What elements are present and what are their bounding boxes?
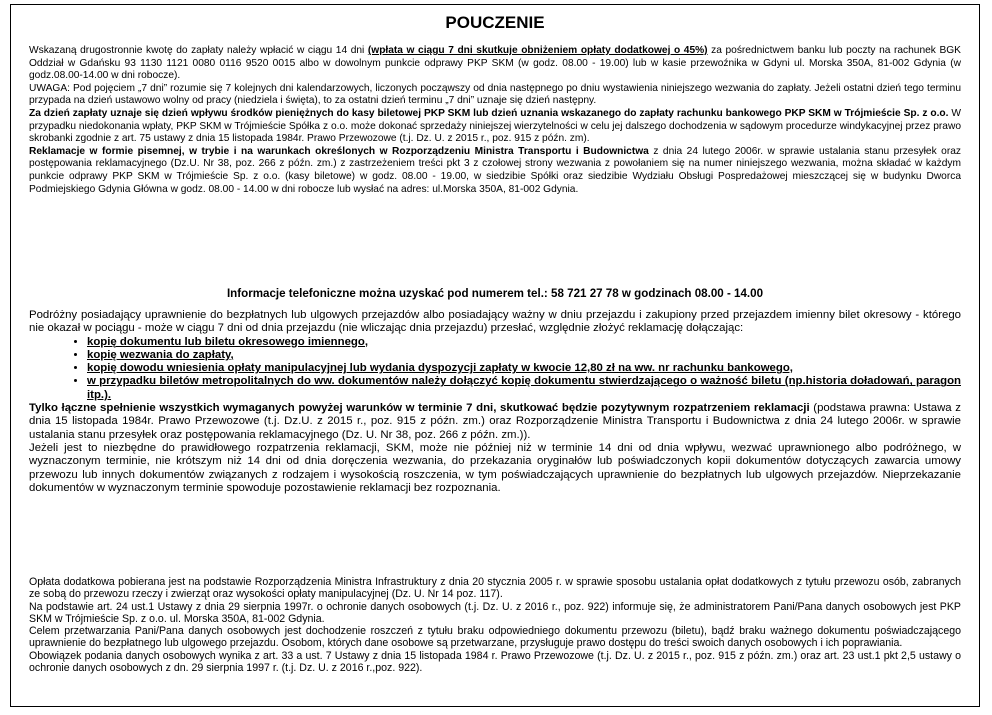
required-documents-list [29,336,961,402]
payment-instructions [29,45,961,245]
list-item: • kopię dokumentu lub biletu okresowego imiennego, [87,336,961,349]
list-item: • w przypadku biletów metropolitalnych do ww. dokumentów należy dołączyć kopię dokumentu stwierdzającego o ważność biletu (np.historia doładowań, paragon itp.). [87,375,961,402]
requirements-intro: Podróżny posiadający uprawnienie do bezpłatnych lub ulgowych przejazdów albo posiadający ważny w dniu przejazdu i zakupiony przed przejazdem imienny bilet okresowy - którego nie okazał w pociągu - może w ciągu 7 dni od dnia przejazdu (nie wliczając dnia przejazdu) przesłać, względnie złożyć reklamację dołączając: [29,309,961,335]
payment-paragraph: Wskazaną drugostronnie kwotę do zapłaty należy wpłacić w ciągu 14 dni (wpłata w ciągu 7 dni skutkuje obniżeniem opłaty dodatkowej o 45%) za pośrednictwem banku lub poczty na rachunek BGK Oddział w Gdańsku 93 1130 1121 0080 0116 9520 0015 albo w dowolnym punkcie odprawy PKP SKM (w godz. 08.00 - 19.00) lub w kasie przewoźnika w Gdyni ul. Morska 350A, 81-002 Gdynia (w godz.08.00-14.00 w dni robocze). [29,45,961,82]
data-processing-purpose: Celem przetwarzania Pani/Pana danych osobowych jest dochodzenie roszczeń z tytułu braku odpowiedniego dokumentu przewozu (biletu), bądź braku ważnego dokumentu poświadczającego uprawnienie do bezpłatnego lub ulgowego przejazdu. Osobom, których dane osobowe są przetwarzane, przysługuje prawo dostępu do treści swoich danych osobowych i ich poprawiania. [29,625,961,650]
legal-notes [29,576,961,706]
data-administrator: Na podstawie art. 24 ust.1 Ustawy z dnia 29 sierpnia 1997r. o ochronie danych osobowych (t.j. Dz. U. z 2016 r., poz. 922) informuje się, że administratorem Pani/Pana danych osobowych jest PKP SKM w Trójmieście Sp. z o.o. ul. Morska 350A, 81-002 Gdynia. [29,600,961,625]
seven-days-note: UWAGA: Pod pojęciem „7 dni” rozumie się 7 kolejnych dni kalendarzowych, liczonych począwszy od dnia następnego po dniu wystawienia niniejszego wezwania do zapłaty. Jeżeli ostatni dzień tego terminu przypada na dzień ustawowo wolny od pracy (niedziela i święta), to za ostatni dzień terminu „7 dni” uznaje się dzień następny. [29,82,961,107]
discount-note: (wpłata w ciągu 7 dni skutkuje obniżeniem opłaty dodatkowej o 45%) [367,45,708,56]
document-frame [10,4,980,707]
complaint-requirements [29,309,961,545]
phone-info: Informacje telefoniczne można uzyskać pod numerem tel.: 58 721 27 78 w godzinach 08.00 - 14.00 [226,287,764,300]
list-item: • kopię dowodu wniesienia opłaty manipulacyjnej lub wydania dyspozycji zapłaty w kwocie 12,80 zł na ww. nr rachunku bankowego, [87,362,961,375]
data-obligation: Obowiązek podania danych osobowych wynika z art. 33 a ust. 7 Ustawy z dnia 15 listopada 1984 r. Prawo Przewozowe (t.j. Dz. U. z 2015 r., poz. 915 z późn. zm.) oraz art. 23 ust.1 pkt 2,5 ustawy o ochronie danych osobowych z dn. 29 sierpnia 1997 r. (t.j. Dz. U. z 2016 r.,poz. 922). [29,649,961,675]
list-item: • kopię wezwania do zapłaty, [87,349,961,362]
legal-basis-paragraph: Tylko łączne spełnienie wszystkich wymaganych powyżej warunków w terminie 7 dni, skutkować będzie pozytywnym rozpatrzeniem reklamacji (podstawa prawna: Ustawa z dnia 15 listopada 1984r. Prawo Przewozowe (t.j. Dz.U. z 2015 r., poz. 915 z późn. zm.) oraz Rozporządzenie Ministra Transportu i Budownictwa z dnia 24 lutego 2006r. w sprawie ustalania stanu przesyłek oraz postępowania reklamacyjnego (Dz. U. Nr 38, poz. 266 z późn. zm.)). [29,402,961,441]
bold-statement: Tylko łączne spełnienie wszystkich wymaganych powyżej warunków w terminie 7 dni, skutkować będzie pozytywnym rozpatrzeniem reklamacji [29,402,810,415]
surcharge-basis: Opłata dodatkowa pobierana jest na podstawie Rozporządzenia Ministra Infrastruktury z dnia 20 stycznia 2005 r. w sprawie sposobu ustalania opłat dodatkowych z tytułu przewozu osób, zabranych ze sobą do przewozu rzeczy i zwierząt oraz wysokości opłaty manipulacyjnej (Dz. U. Nr 14 poz. 117). [29,576,961,601]
document-title: POUCZENIE [445,13,545,32]
complaints-paragraph: Reklamacje w formie pisemnej, w trybie i na warunkach określonych w Rozporządzeniu Ministra Transportu i Budownictwa z dnia 24 lutego 2006r. w sprawie ustalania stanu przesyłek oraz postępowania reklamacyjnego (Dz.U. Nr 38, poz. 266 z późn. zm.) z zastrzeżeniem treści pkt 3 z czołowej strony wezwania z powołaniem się na numer niniejszego wezwania, można składać w każdym punkcie odprawy PKP SKM w Trójmieście Sp. z o.o. (kasy biletowe) w godz. 08.00 - 19.00, w siedzibie Spółki oraz siedzibie Wydziału Obsługi Pospredażowej mieszczącej się w budynku Dworca Podmiejskiego Gdynia Główna w godz. 08.00 - 14.00 w dni robocze lub wysłać na adres: ul.Morska 350A, 81-002 Gdynia. [29,145,961,195]
documents-request-paragraph: Jeżeli jest to niezbędne do prawidłowego rozpatrzenia reklamacji, SKM, może nie później niż w terminie 14 dni od dnia wpływu, wezwać uprawnionego albo podróżnego, w wyznaczonym terminie, nie krótszym niż 14 dni od dnia doręczenia wezwania, do przekazania oryginałów lub poświadczonych kopii dokumentów dotyczących zawarcia umowy przewozu lub innych dokumentów związanych z rodzajem i wysokością roszczenia, w tym poświadczających uprawnienie do bezpłatnych lub ulgowych przejazdów. Nieprzekazanie dokumentów w wyznaczonym terminie spowoduje pozostawienie reklamacji bez rozpoznania. [29,441,961,494]
payment-date-paragraph: Za dzień zapłaty uznaje się dzień wpływu środków pieniężnych do kasy biletowej PKP SKM lub dzień uznania wskazanego do zapłaty rachunku bankowego PKP SKM w Trójmieście Sp. z o.o. W przypadku niedokonania wpłaty, PKP SKM w Trójmieście Spółka z o.o. może dokonać sprzedaży niniejszej wierzytelności w celu jej dalszego dochodzenia w sądowym procedurze windykacyjnej przez prawo skrobanki zgodnie z art. 75 ustawy z dnia 15 listopada 1984r. Prawo Przewozowe (t.j. Dz. U. z 2015 r., poz. 915 z późn. zm). [29,107,961,145]
